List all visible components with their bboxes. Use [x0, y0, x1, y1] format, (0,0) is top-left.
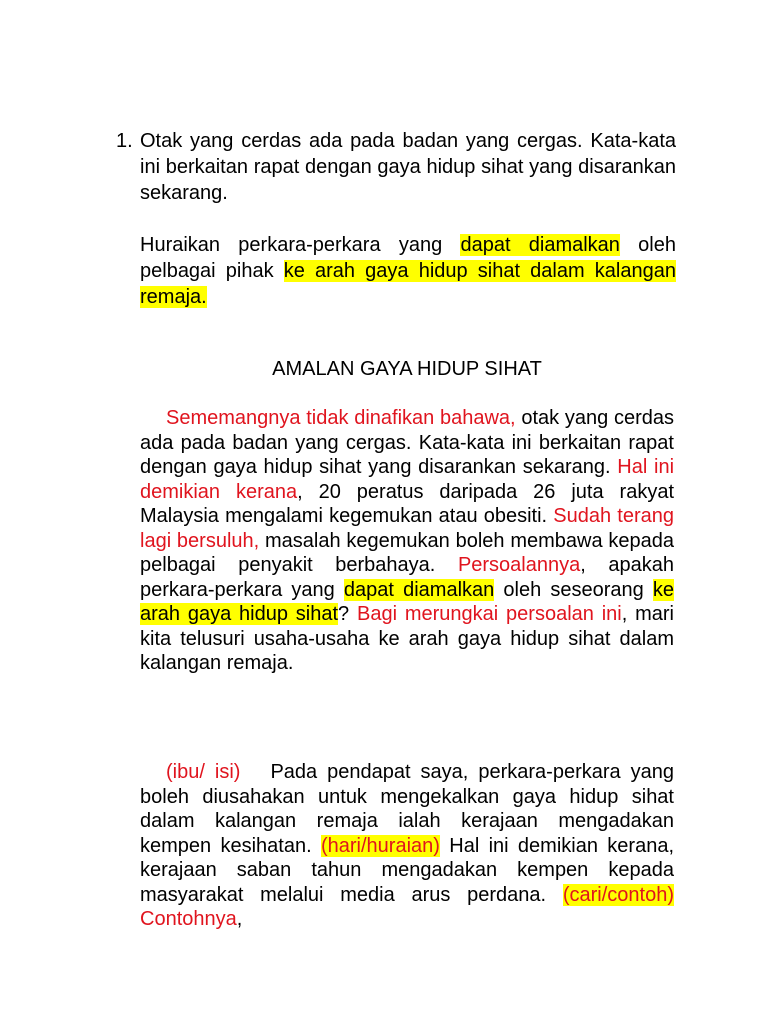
red-phrase: Persoalannya: [457, 554, 581, 576]
paragraph-text: , apakah perkara-perkara yang: [140, 554, 674, 601]
label-ibu-isi: (ibu/ isi): [166, 761, 241, 783]
red-phrase: Bagi merungkai persoalan ini: [357, 603, 622, 625]
paragraph-text: ?: [338, 603, 357, 625]
paragraph-text: masalah kegemukan boleh membawa kepada pelbagai penyakit berbahaya.: [140, 529, 675, 576]
essay-title: AMALAN GAYA HIDUP SIHAT: [272, 358, 542, 380]
paragraph-text: ,: [236, 908, 243, 930]
paragraph-text: Pada pendapat saya, perkara-perkara yang boleh diusahakan untuk mengekalkan gaya hidup sihat dalam kalangan remaja ialah kerajaan mengadakan kempen kesihatan.: [140, 761, 675, 857]
intro-paragraph: [140, 406, 674, 676]
paragraph-text: Hal ini demikian kerana, kerajaan saban tahun mengadakan kempen kepada masyarakat melalui media arus perdana.: [140, 834, 675, 906]
paragraph-text: , 20 peratus daripada 26 juta rakyat Malaysia mengalami kegemukan atau obesiti.: [140, 480, 674, 527]
body-paragraph: [140, 760, 674, 932]
question-text: [140, 128, 676, 310]
question-number: 1.: [116, 130, 133, 152]
question-statement: Otak yang cerdas ada pada badan yang cergas. Kata-kata ini berkaitan rapat dengan gaya hidup sihat yang disarankan sekarang.: [140, 130, 676, 204]
paragraph-text: , mari kita telusuri usaha-usaha ke arah gaya hidup sihat dalam kalangan remaja.: [140, 603, 674, 674]
red-phrase: Contohnya: [140, 908, 237, 930]
highlighted-phrase: dapat diamalkan: [460, 234, 620, 256]
red-phrase: Sudah terang lagi bersuluh,: [140, 505, 674, 552]
paragraph-text: oleh seseorang: [494, 578, 653, 601]
paragraph-text: otak yang cerdas ada pada badan yang cergas. Kata-kata ini berkaitan rapat dengan gaya hidup sihat yang disarankan sekarang.: [140, 407, 674, 478]
label-hari-huraian: (hari/huraian): [320, 834, 440, 857]
highlighted-phrase: ke arah gaya hidup sihat dalam kalangan remaja.: [140, 260, 676, 308]
highlighted-phrase: ke arah gaya hidup sihat: [140, 578, 674, 625]
prompt-text: Huraikan perkara-perkara yang: [140, 234, 461, 256]
red-phrase: Sememangnya tidak dinafikan bahawa,: [166, 407, 516, 429]
label-cari-contoh: (cari/contoh): [562, 883, 674, 906]
highlighted-phrase: dapat diamalkan: [343, 578, 495, 601]
prompt-text: oleh pelbagai pihak: [140, 234, 676, 282]
question-block: [116, 128, 676, 310]
red-phrase: Hal ini demikian kerana: [140, 456, 675, 503]
question-prompt: [140, 232, 676, 310]
